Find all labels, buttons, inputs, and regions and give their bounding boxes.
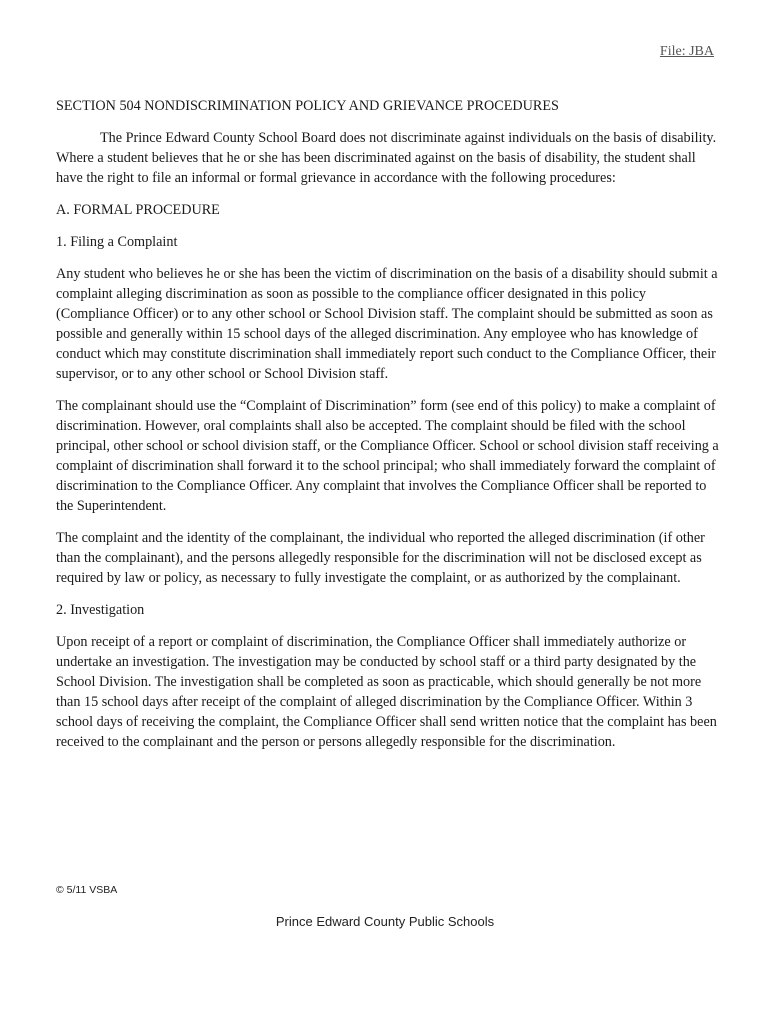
file-reference: File: JBA <box>659 44 714 59</box>
footer-organization: Prince Edward County Public Schools <box>275 914 495 929</box>
subsection-investigation-heading: 2. Investigation <box>56 602 145 618</box>
intro-paragraph: The Prince Edward County School Board does not discriminate against individuals on the basis of disability. Where a student believes that he or she has been discriminated against on the basis of disability, the student shall have the right to file an informal or formal grievance in accordance with the following procedures: <box>56 130 717 186</box>
filing-paragraph-3: The complaint and the identity of the complainant, the individual who reported the alleged discrimination (if other than the complainant), and the persons allegedly responsible for the discrimination will not be disclosed except as required by law or policy, as necessary to fully investigate the complaint, or as authorized by the complainant. <box>56 530 705 586</box>
footer-copyright: © 5/11 VSBA <box>56 884 118 896</box>
filing-paragraph-2: The complainant should use the “Complaint of Discrimination” form (see end of this policy) to make a complaint of discrimination. However, oral complaints shall also be accepted. The complaint should be filed with the school principal, other school or school division staff, or the Compliance Officer. School or school division staff receiving a complaint of discrimination shall forward it to the school principal; who shall immediately forward the complaint of discrimination to the Compliance Officer. Any complaint that involves the Compliance Officer shall be reported to the Superintendent. <box>56 398 719 514</box>
subsection-filing-heading: 1. Filing a Complaint <box>56 234 178 250</box>
section-a-heading: A. FORMAL PROCEDURE <box>56 202 220 218</box>
filing-paragraph-1: Any student who believes he or she has been the victim of discrimination on the basis of a disability should submit a complaint alleging discrimination as soon as possible to the compliance officer designated in this policy (Compliance Officer) or to any other school or School Division staff. The complaint should be submitted as soon as possible and generally within 15 school days of the alleged discrimination. Any employee who has knowledge of conduct which may constitute discrimination shall immediately report such conduct to the Compliance Officer, their supervisor, or to any other school or School Division staff. <box>56 266 718 382</box>
investigation-paragraph-1: Upon receipt of a report or complaint of discrimination, the Compliance Officer shall immediately authorize or undertake an investigation. The investigation may be conducted by school staff or a third party designated by the School Division. The investigation shall be completed as soon as practicable, which should generally be not more than 15 school days after receipt of the complaint of alleged discrimination by the Compliance Officer. Within 3 school days of receiving the complaint, the Compliance Officer shall send written notice that the complaint has been received to the complainant and the person or persons allegedly responsible for the discrimination. <box>56 634 717 750</box>
document-body <box>56 96 720 764</box>
document-title: SECTION 504 NONDISCRIMINATION POLICY AND GRIEVANCE PROCEDURES <box>56 98 559 114</box>
